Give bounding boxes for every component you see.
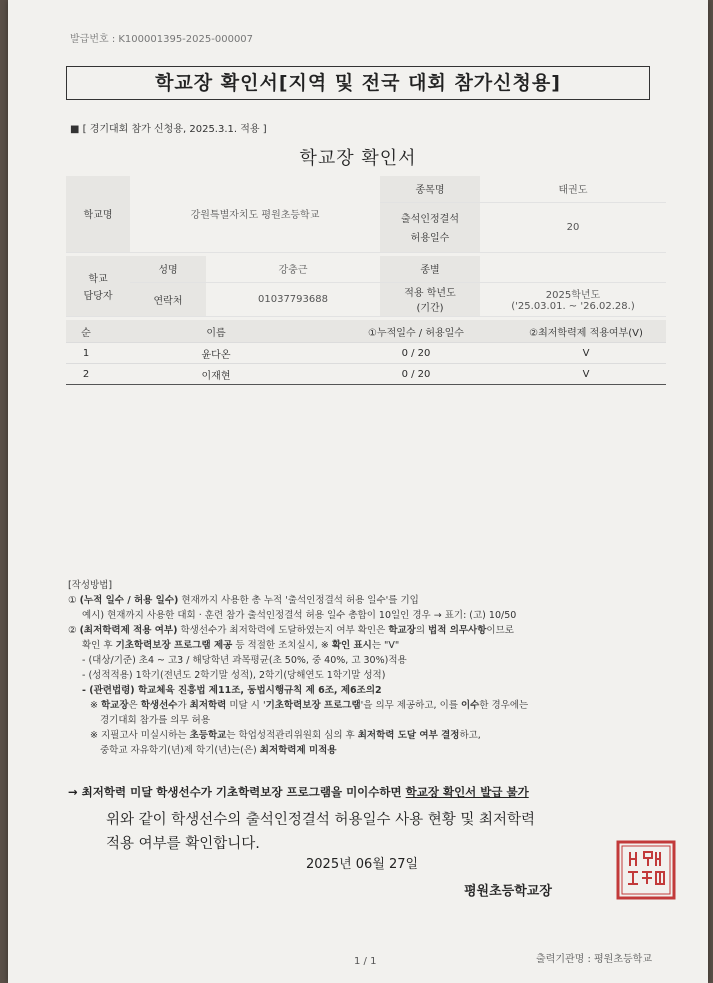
item2-text2: 의: [415, 625, 429, 636]
year-value: [480, 282, 666, 316]
manager-label-line1: 학교: [88, 273, 108, 285]
item2-bold-legal: 법적 의무사항: [428, 625, 487, 636]
item2-text: 학생선수가 최저학력에 도달하였는지 여부 확인은: [177, 625, 389, 636]
row-days: 0 / 20: [326, 364, 506, 385]
item2-line2-e: 는 "V": [371, 640, 400, 651]
issue-number: 발급번호 : K100001395-2025-000007: [70, 34, 254, 45]
confirm-line2: 적용 여부를 확인합니다.: [106, 836, 260, 852]
final-c: 을 미이수하면: [330, 785, 406, 799]
note1-e: 가: [177, 700, 190, 711]
sub-title: 학교장 확인서: [299, 148, 417, 169]
row-no: 2: [66, 364, 106, 385]
page-number: 1 / 1: [354, 956, 377, 967]
year-value-line2: ('25.03.01. ~ '26.02.28.): [511, 301, 635, 312]
row-name: 이재현: [106, 364, 326, 385]
header-days: ①누적일수 / 허용일수: [326, 320, 506, 343]
item1-number: ①: [68, 595, 77, 606]
note1-k: 한 경우에는: [479, 700, 529, 711]
event-value: 태권도: [480, 176, 666, 202]
note2-b: 초등학교: [189, 730, 227, 741]
final-d: 학교장 확인서 발급 불가: [405, 785, 529, 799]
student-table: [66, 320, 666, 385]
attendance-label-line1: 출석인정결석: [401, 214, 459, 225]
manager-table: [66, 256, 666, 317]
note2-line2: [68, 743, 678, 758]
row-applied: V: [506, 364, 666, 385]
item2-line2: [68, 638, 678, 653]
note1-h: 기초학력보장 프로그램: [265, 700, 361, 711]
item2-number: ②: [68, 625, 77, 636]
issue-date: 2025년 06월 27일: [306, 857, 419, 872]
item2-line2-c: 등 적절한 조치실시, ※: [232, 640, 332, 651]
final-a: → 최저학력 미달 학생선수가: [68, 785, 216, 799]
school-value: 강원특별자치도 평원초등학교: [130, 176, 380, 252]
manager-label: [66, 256, 130, 316]
info-table: [66, 176, 666, 253]
school-signature: 평원초등학교장: [464, 884, 552, 899]
instruction-item-2: [68, 623, 678, 638]
row-applied: V: [506, 343, 666, 364]
note2-e: 하고,: [459, 730, 481, 741]
attendance-value: 20: [480, 202, 666, 252]
row-days: 0 / 20: [326, 343, 506, 364]
instructions: [68, 578, 678, 758]
year-label: [380, 282, 480, 316]
instruction-item-1: [68, 593, 678, 608]
event-label: 종목명: [380, 176, 480, 202]
note1-f: 최저학력: [189, 700, 227, 711]
final-b: 기초학력보장 프로그램: [215, 785, 331, 799]
note-2: [68, 728, 678, 743]
note1-b: 학교장: [100, 700, 129, 711]
header-name: 이름: [106, 320, 326, 343]
issuer: 출력기관명 : 평원초등학교: [536, 954, 652, 965]
confirm-line1: 위와 같이 학생선수의 출석인정결석 허용일수 사용 현황 및 최저학력: [106, 812, 536, 828]
note2-d: 최저학력 도달 여부 결정: [357, 730, 460, 741]
sub-target: - (대상/기준) 초4 ~ 고3 / 해당학년 과목평균(초 50%, 중 40%, 고 30%)적용: [82, 655, 407, 666]
note1-i: '을 의무 제공하고, 이를: [360, 700, 461, 711]
item1-text: 현재까지 사용한 총 누적 '출석인정결석 허용 일수'를 기입: [178, 595, 419, 606]
year-label-line1: 적용 학년도: [404, 288, 456, 299]
official-seal-icon: [616, 840, 676, 900]
sub-grades: - (성적적용) 1학기(전년도 2학기말 성적), 2학기(당해연도 1학기말 성적): [82, 670, 386, 681]
note1-d: 학생선수: [140, 700, 178, 711]
table-row: [66, 364, 666, 385]
item1-example: 예시) 현재까지 사용한 대회 · 훈련 참가 출석인정결석 허용 일수 총합이 10일인 경우 → 표기: (고) 10/50: [82, 610, 517, 621]
year-value-line1: 2025학년도: [545, 290, 601, 301]
note1-c: 은: [128, 700, 141, 711]
year-label-line2: (기간): [416, 303, 444, 314]
item2-line2-a: 확인 후: [82, 640, 116, 651]
note1-g: 미달 시 ': [226, 700, 266, 711]
contact-label: 연락처: [130, 282, 206, 316]
item2-title: (최저학력제 적용 여부): [79, 625, 178, 636]
main-title: 학교장 확인서[지역 및 전국 대회 참가신청용]: [66, 66, 650, 100]
sub-laws: - (관련법령) 학교체육 진흥법 제11조, 동법시행규칙 제 6조, 제6조의2: [82, 685, 382, 696]
note1-j: 이수: [460, 700, 480, 711]
note2-line2-b: 최저학력제 미적용: [259, 745, 337, 756]
note2-a: ※ 지필고사 미실시하는: [90, 730, 190, 741]
attendance-label-line2: 허용일수: [410, 233, 450, 244]
item2-bold-principal: 학교장: [388, 625, 416, 636]
application-note: ■ [ 경기대회 참가 신청용, 2025.3.1. 적용 ]: [70, 124, 267, 135]
note2-line2-a: 중학교 자유학기(년)제 학기(년)는(은): [100, 745, 260, 756]
item2-line2-b: 기초학력보장 프로그램 제공: [115, 640, 233, 651]
contact-value: 01037793688: [206, 282, 380, 316]
item2-line2-d: 확인 표시: [331, 640, 372, 651]
item1-title: (누적 일수 / 허용 일수): [79, 595, 179, 606]
attendance-label: [380, 202, 480, 252]
note-1: [68, 698, 678, 713]
header-applied: ②최저학력제 적용여부(V): [506, 320, 666, 343]
note2-c: 는 학업성적관리위원회 심의 후: [226, 730, 358, 741]
name-label: 성명: [130, 256, 206, 282]
row-name: 윤다온: [106, 343, 326, 364]
header-no: 순: [66, 320, 106, 343]
manager-label-line2: 담당자: [83, 290, 113, 302]
final-warning: [68, 784, 529, 800]
document-page: [8, 0, 708, 983]
item2-text3: 이므로: [486, 625, 514, 636]
category-value: [480, 256, 666, 282]
note1-a: ※: [90, 700, 101, 711]
category-label: 종별: [380, 256, 480, 282]
confirmation-text: [106, 808, 535, 856]
instructions-heading: [작성방법]: [68, 580, 113, 591]
table-row: [66, 343, 666, 364]
name-value: 강충근: [206, 256, 380, 282]
row-no: 1: [66, 343, 106, 364]
note1-line2: 경기대회 참가를 의무 허용: [100, 715, 211, 726]
school-label: 학교명: [66, 176, 130, 252]
